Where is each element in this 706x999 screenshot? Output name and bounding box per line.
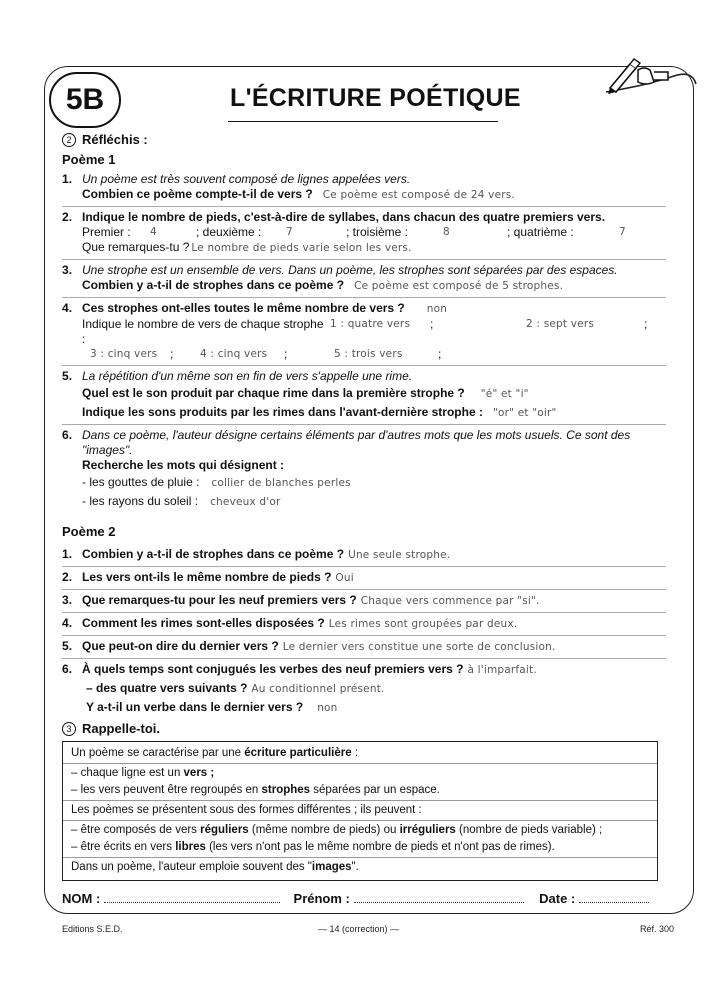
separator [62, 259, 666, 260]
semicolon: ; [284, 347, 288, 361]
summary-line-3 [71, 782, 649, 799]
value-troisieme[interactable]: 8 [443, 226, 450, 238]
semicolon: ; [438, 347, 442, 361]
text: (nombre de pieds variable) ; [455, 824, 603, 836]
q2-question: Indique le nombre de pieds, c'est-à-dire de syllabes, dans chacun des quatre premiers vers. [82, 210, 606, 224]
reference: Réf. 300 [640, 924, 675, 934]
text: séparées par un espace. [310, 784, 440, 796]
text-bold: libres [175, 841, 206, 853]
separator [62, 424, 666, 425]
text-bold: écriture particulière [244, 747, 352, 759]
poem1-question-6 [62, 428, 682, 510]
text-bold: irréguliers [399, 824, 456, 836]
semicolon: ; [430, 317, 434, 331]
q6-question: Recherche les mots qui désignent : [82, 458, 285, 472]
text: (même nombre de pieds) ou [248, 824, 400, 836]
strophe-5-count[interactable]: 5 : trois vers [334, 348, 403, 360]
question-number: 3 . [62, 593, 72, 608]
q6-intro: Dans ce poème, l'auteur désigne certains éléments par d'autres mots que les mots usuels. Ce sont des "images". [82, 428, 631, 457]
poem2-questions [62, 547, 682, 716]
lesson-badge: 5B [49, 72, 121, 128]
summary-line-6 [71, 839, 649, 856]
nom-field[interactable] [104, 891, 280, 903]
q5-question-2: Indique les sons produits par les rimes dans l'avant-dernière strophe : [82, 405, 483, 419]
page-number: — 14 (correction) — [318, 924, 400, 934]
summary-line-1 [71, 745, 649, 762]
text: (les vers n'ont pas le même nombre de pieds et n'ont pas de rimes). [205, 841, 555, 853]
poem1-question-1 [62, 172, 682, 203]
q4-strophe-row-1 [82, 317, 682, 347]
question-number: 4 . [62, 616, 72, 631]
question-number: 1 . [62, 172, 72, 187]
summary-box [62, 741, 658, 881]
text-bold: réguliers [200, 824, 249, 836]
text-bold: images [311, 861, 352, 873]
q6-label-soleil: - les rayons du soleil : [82, 494, 199, 508]
q6-label-pluie: - les gouttes de pluie : [82, 475, 200, 489]
q4-instruction: Indique le nombre de vers de chaque strophe : [82, 317, 324, 346]
question-number: 5 . [62, 639, 72, 654]
semicolon: ; [644, 317, 648, 331]
q3-intro: Une strophe est un ensemble de vers. Dans un poème, les strophes sont séparées par des espaces. [82, 263, 618, 277]
poem2-q3-answer[interactable]: Chaque vers commence par "si". [360, 595, 540, 607]
divider [63, 763, 657, 764]
poem2-q5-answer[interactable]: Le dernier vers constitue une sorte de conclusion. [282, 641, 556, 653]
separator [62, 566, 666, 567]
divider [63, 800, 657, 801]
text: – être écrits en vers [71, 841, 176, 853]
poem2-question-3 [62, 593, 682, 609]
poem2-title: Poème 2 [62, 524, 116, 539]
text: : [351, 747, 359, 759]
poem2-q1-answer[interactable]: Une seule strophe. [348, 549, 451, 561]
divider [63, 820, 657, 821]
question-number: 4 . [62, 301, 72, 316]
strophe-4-count[interactable]: 4 : cinq vers [200, 348, 268, 360]
poem2-q6b-question: – des quatre vers suivants ? [86, 681, 248, 695]
poem2-q6c-answer[interactable]: non [317, 702, 338, 714]
q2-syllable-row [82, 225, 682, 240]
reflechis-heading [62, 132, 682, 150]
text: – être composés de vers [71, 824, 201, 836]
poem2-q2-answer[interactable]: Oui [335, 572, 354, 584]
label-deuxieme: ; deuxième : [196, 225, 262, 239]
poem1-title: Poème 1 [62, 152, 116, 167]
separator [62, 365, 666, 366]
poem2-q6c-question: Y a-t-il un verbe dans le dernier vers ? [86, 700, 304, 714]
poem2-q6-question: À quels temps sont conjugués les verbes des neuf premiers vers ? [82, 662, 464, 676]
question-number: 3 . [62, 263, 72, 278]
value-premier[interactable]: 4 [150, 226, 157, 238]
q4-question: Ces strophes ont-elles toutes le même nombre de vers ? [82, 301, 405, 315]
q1-answer[interactable]: Ce poème est composé de 24 vers. [322, 189, 515, 201]
summary-line-4: Les poèmes se présentent sous des formes différentes ; ils peuvent : [71, 804, 422, 816]
separator [62, 612, 666, 613]
reflechis-label: Réfléchis : [82, 132, 148, 147]
q6-answer-pluie[interactable]: collier de blanches perles [211, 477, 351, 489]
poem2-q1-question: Combien y a-t-il de strophes dans ce poème ? [82, 547, 345, 561]
q5-answer-2[interactable]: "or" et "oir" [492, 407, 557, 419]
q3-answer[interactable]: Ce poème est composé de 5 strophes. [354, 280, 564, 292]
prenom-label: Prénom : [293, 891, 350, 906]
rappelle-heading [62, 721, 682, 739]
poem1-question-3 [62, 263, 682, 294]
text: Un poème se caractérise par une [71, 747, 245, 759]
poem2-q6-answer[interactable]: à l'imparfait. [467, 664, 537, 676]
q2-remark-question: Que remarques-tu ? [82, 240, 190, 254]
worksheet-content [62, 132, 682, 881]
separator [62, 206, 666, 207]
value-deuxieme[interactable]: 7 [286, 226, 293, 238]
poem2-q6b-answer[interactable]: Au conditionnel présent. [251, 683, 385, 695]
poem2-q2-question: Les vers ont-ils le même nombre de pieds ? [82, 570, 332, 584]
q5-question: Quel est le son produit par chaque rime dans la première strophe ? [82, 386, 465, 400]
q2-remark-answer[interactable]: Le nombre de pieds varie selon les vers. [191, 242, 412, 254]
text: – chaque ligne est un [71, 767, 184, 779]
q4-answer[interactable]: non [426, 303, 448, 315]
poem2-q3-question: Que remarques-tu pour les neuf premiers vers ? [82, 593, 357, 607]
date-label: Date : [539, 891, 576, 906]
strophe-2-count[interactable]: 2 : sept vers [526, 318, 595, 330]
circled-three-icon: 3 [62, 722, 76, 736]
summary-line-7 [71, 859, 649, 876]
circled-two-icon: 2 [62, 133, 76, 147]
poem1-question-4 [62, 301, 682, 362]
label-troisieme: ; troisième : [346, 225, 409, 239]
summary-line-5 [71, 822, 649, 839]
divider [63, 857, 657, 858]
poem2-q4-answer[interactable]: Les rimes sont groupées par deux. [328, 618, 518, 630]
question-number: 6 . [62, 662, 72, 677]
text-bold: strophes [261, 784, 311, 796]
poem2-question-4 [62, 616, 682, 632]
poem2-question-5 [62, 639, 682, 655]
value-quatrieme[interactable]: 7 [619, 226, 626, 238]
q3-question: Combien y a-t-il de strophes dans ce poème ? [82, 278, 345, 292]
q4-strophe-row-2 [82, 347, 682, 362]
q1-question: Combien ce poème compte-t-il de vers ? [82, 187, 313, 201]
question-number: 6 . [62, 428, 72, 443]
separator [62, 589, 666, 590]
question-number: 2 . [62, 210, 72, 225]
text-bold: vers ; [183, 767, 215, 779]
poem2-question-1 [62, 547, 682, 563]
student-info-line [62, 891, 649, 906]
separator [62, 658, 666, 659]
page-title: L'ÉCRITURE POÉTIQUE [230, 84, 521, 112]
poem1-question-2 [62, 210, 682, 256]
text: Dans un poème, l'auteur emploie souvent des " [71, 861, 312, 873]
question-number: 2 . [62, 570, 72, 585]
poem1-question-5 [62, 369, 682, 421]
poem2-q4-question: Comment les rimes sont-elles disposées ? [82, 616, 325, 630]
rappelle-label: Rappelle-toi. [82, 721, 161, 736]
q5-intro: La répétition d'un même son en fin de vers s'appelle une rime. [82, 369, 413, 383]
poem2-q5-question: Que peut-on dire du dernier vers ? [82, 639, 279, 653]
text: ". [351, 861, 359, 873]
separator [62, 297, 666, 298]
q6-answer-soleil[interactable]: cheveux d'or [210, 496, 281, 508]
summary-line-2 [71, 765, 649, 782]
title-underline [228, 121, 498, 122]
label-premier: Premier : [82, 225, 131, 239]
prenom-field[interactable] [354, 891, 524, 903]
pen-writing-icon [604, 56, 700, 96]
question-number: 5 . [62, 369, 72, 384]
date-field[interactable] [579, 891, 649, 903]
strophe-3-count[interactable]: 3 : cinq vers [90, 348, 158, 360]
poem2-question-6 [62, 662, 682, 716]
semicolon: ; [170, 347, 174, 361]
strophe-1-count[interactable]: 1 : quatre vers [330, 318, 411, 330]
nom-label: NOM : [62, 891, 101, 906]
q1-intro: Un poème est très souvent composé de lignes appelées vers. [82, 172, 411, 186]
separator [62, 635, 666, 636]
q5-answer[interactable]: "é" et "i" [480, 388, 529, 400]
label-quatrieme: ; quatrième : [507, 225, 574, 239]
question-number: 1 . [62, 547, 72, 562]
publisher: Editions S.E.D. [62, 924, 123, 934]
poem2-question-2 [62, 570, 682, 586]
text: – les vers peuvent être regroupés en [71, 784, 262, 796]
